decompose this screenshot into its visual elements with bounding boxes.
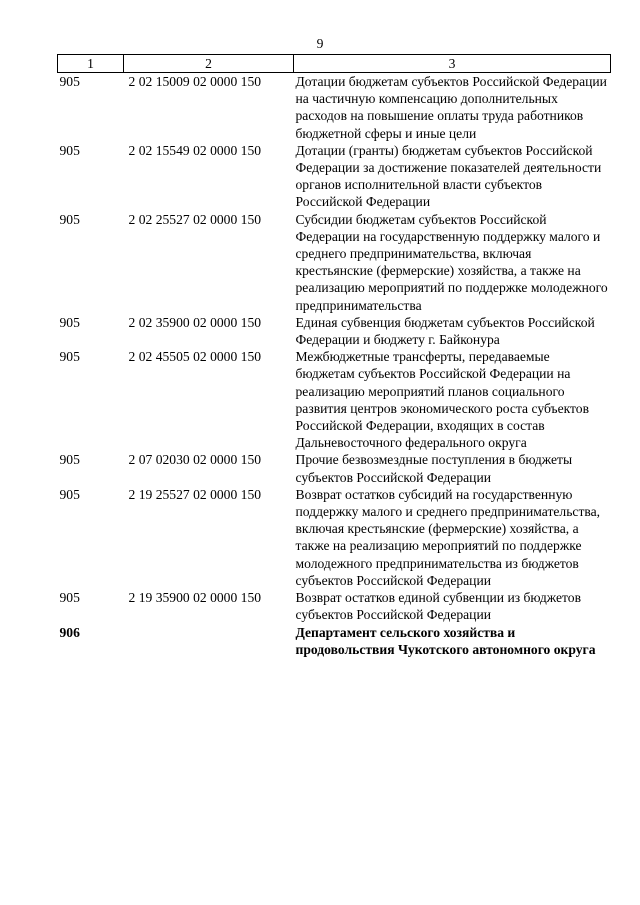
- header-col-1: 1: [58, 55, 124, 73]
- budget-code-cell: 2 02 15009 02 0000 150: [128, 74, 262, 89]
- admin-code-cell: 905: [59, 142, 80, 158]
- table-body: [58, 73, 611, 658]
- admin-code-cell: 905: [59, 74, 80, 89]
- admin-code-cell: 905: [59, 486, 80, 502]
- header-row: [58, 55, 611, 73]
- table-row: [58, 451, 611, 485]
- budget-code-cell: 2 02 25527 02 0000 150: [128, 211, 262, 227]
- table-row: [58, 142, 611, 211]
- page-number: 9: [316, 36, 324, 51]
- admin-code-cell: 905: [59, 452, 80, 468]
- budget-code-cell: 2 02 45505 02 0000 150: [128, 349, 262, 365]
- description-cell: Возврат остатков единой субвенции из бюджетов субъектов Российской Федерации: [295, 590, 582, 623]
- table-row: [58, 211, 611, 314]
- table-header: [58, 55, 611, 73]
- budget-code-cell: 2 02 15549 02 0000 150: [128, 142, 262, 158]
- table-row: [58, 589, 611, 623]
- admin-code-cell: 906: [59, 624, 80, 640]
- table-row: [58, 314, 611, 348]
- description-cell: Дотации бюджетам субъектов Российской Федерации на частичную компенсацию дополнительных расходов на повышение оплаты труда работников бюджетной сферы и иные цели: [295, 74, 607, 141]
- description-cell: Единая субвенция бюджетам субъектов Российской Федерации и бюджету г. Байконура: [295, 314, 595, 348]
- budget-code-cell: 2 02 35900 02 0000 150: [128, 314, 262, 330]
- description-cell: Департамент сельского хозяйства и продовольствия Чукотского автономного округа: [295, 624, 596, 657]
- table-row: [58, 624, 611, 658]
- table-row: [58, 348, 611, 451]
- header-col-2: 2: [124, 55, 294, 73]
- admin-code-cell: 905: [59, 211, 80, 227]
- budget-code-cell: 2 19 35900 02 0000 150: [128, 590, 262, 606]
- budget-code-cell: 2 07 02030 02 0000 150: [128, 452, 262, 468]
- admin-code-cell: 905: [59, 314, 80, 330]
- table-row: [58, 486, 611, 589]
- budget-code-cell: [124, 624, 294, 658]
- description-cell: Прочие безвозмездные поступления в бюджеты субъектов Российской Федерации: [295, 452, 573, 485]
- description-cell: Возврат остатков субсидий на государственную поддержку малого и среднего предпринимательства, включая крестьянские (фермерские) хозяйства, а также на реализацию мероприятий по поддержке молодежного предпринимательства из бюджетов субъектов Российской Федерации: [295, 486, 601, 588]
- table-row: [58, 73, 611, 142]
- description-cell: Дотации (гранты) бюджетам субъектов Российской Федерации за достижение показателей деятельности органов исполнительной власти субъектов Российской Федерации: [295, 142, 602, 210]
- description-cell: Межбюджетные трансферты, передаваемые бюджетам субъектов Российской Федерации на реализацию мероприятий планов социального развития центров экономического роста субъектов Российской Федерации, входящих в состав Дальневосточного федерального округа: [295, 349, 589, 451]
- description-cell: Субсидии бюджетам субъектов Российской Федерации на государственную поддержку малого и среднего предпринимательства, включая крестьянские (фермерские) хозяйства, а также на реализацию мероприятий по поддержке молодежного предпринимательства: [295, 211, 608, 313]
- admin-code-cell: 905: [59, 349, 80, 365]
- admin-code-cell: 905: [59, 590, 80, 606]
- budget-classification-table: [57, 54, 611, 658]
- header-col-3: 3: [294, 55, 611, 73]
- budget-code-cell: 2 19 25527 02 0000 150: [128, 486, 262, 502]
